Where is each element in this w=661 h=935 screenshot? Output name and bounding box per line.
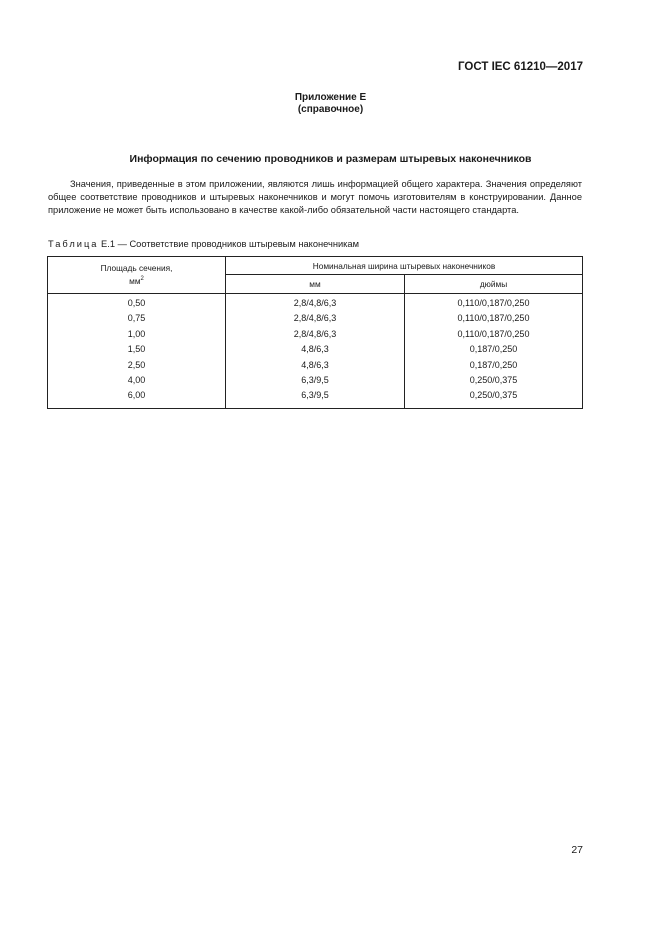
header-inches: дюймы — [405, 275, 583, 294]
cell-inches: 0,110/0,187/0,250 — [405, 311, 583, 326]
table-row — [48, 342, 583, 357]
cell-mm: 2,8/4,8/6,3 — [226, 327, 405, 342]
section-heading: Информация по сечению проводников и размерам штыревых наконечников — [129, 153, 532, 165]
cell-area: 6,00 — [48, 388, 226, 408]
cell-area: 1,50 — [48, 342, 226, 357]
cell-area: 2,50 — [48, 358, 226, 373]
table-row — [48, 358, 583, 373]
header-area-unit: мм — [129, 276, 141, 286]
cell-inches: 0,187/0,250 — [405, 358, 583, 373]
cell-mm: 4,8/6,3 — [226, 342, 405, 357]
cell-inches: 0,110/0,187/0,250 — [405, 294, 583, 312]
header-area — [48, 257, 226, 294]
header-area-label: Площадь сечения, — [100, 263, 173, 273]
cell-area: 1,00 — [48, 327, 226, 342]
cell-area: 0,50 — [48, 294, 226, 312]
cell-mm: 2,8/4,8/6,3 — [226, 311, 405, 326]
cell-mm: 2,8/4,8/6,3 — [226, 294, 405, 312]
cell-inches: 0,110/0,187/0,250 — [405, 327, 583, 342]
page-number: 27 — [571, 844, 583, 856]
cell-inches: 0,187/0,250 — [405, 342, 583, 357]
table-row — [48, 388, 583, 408]
cell-inches: 0,250/0,375 — [405, 388, 583, 408]
header-area-unit-sup: 2 — [140, 276, 144, 282]
cell-inches: 0,250/0,375 — [405, 373, 583, 388]
cell-mm: 4,8/6,3 — [226, 358, 405, 373]
cell-area: 4,00 — [48, 373, 226, 388]
table-caption-text: Е.1 — Соответствие проводников штыревым наконечникам — [101, 239, 359, 249]
body-paragraph: Значения, приведенные в этом приложении, являются лишь информацией общего характера. Значения определяют общее соответствие проводников и штыревых наконечников и могут помочь изготовителям в конструировании. Данное приложение не может быть использовано в качестве какой-либо обязательной части настоящего стандарта. — [48, 179, 582, 215]
table-row — [48, 373, 583, 388]
standard-designation: ГОСТ IEC 61210—2017 — [458, 61, 583, 73]
annex-title: Приложение Е — [294, 92, 367, 103]
table-row — [48, 311, 583, 326]
table-row — [48, 294, 583, 312]
cell-mm: 6,3/9,5 — [226, 388, 405, 408]
header-nominal-width: Номинальная ширина штыревых наконечников — [226, 257, 583, 275]
conductor-tab-table — [47, 256, 583, 409]
cell-mm: 6,3/9,5 — [226, 373, 405, 388]
cell-area: 0,75 — [48, 311, 226, 326]
table-row — [48, 327, 583, 342]
table-caption-label: Таблица — [48, 239, 99, 249]
table-caption — [48, 239, 359, 249]
header-mm: мм — [226, 275, 405, 294]
annex-type: (справочное) — [297, 104, 364, 115]
